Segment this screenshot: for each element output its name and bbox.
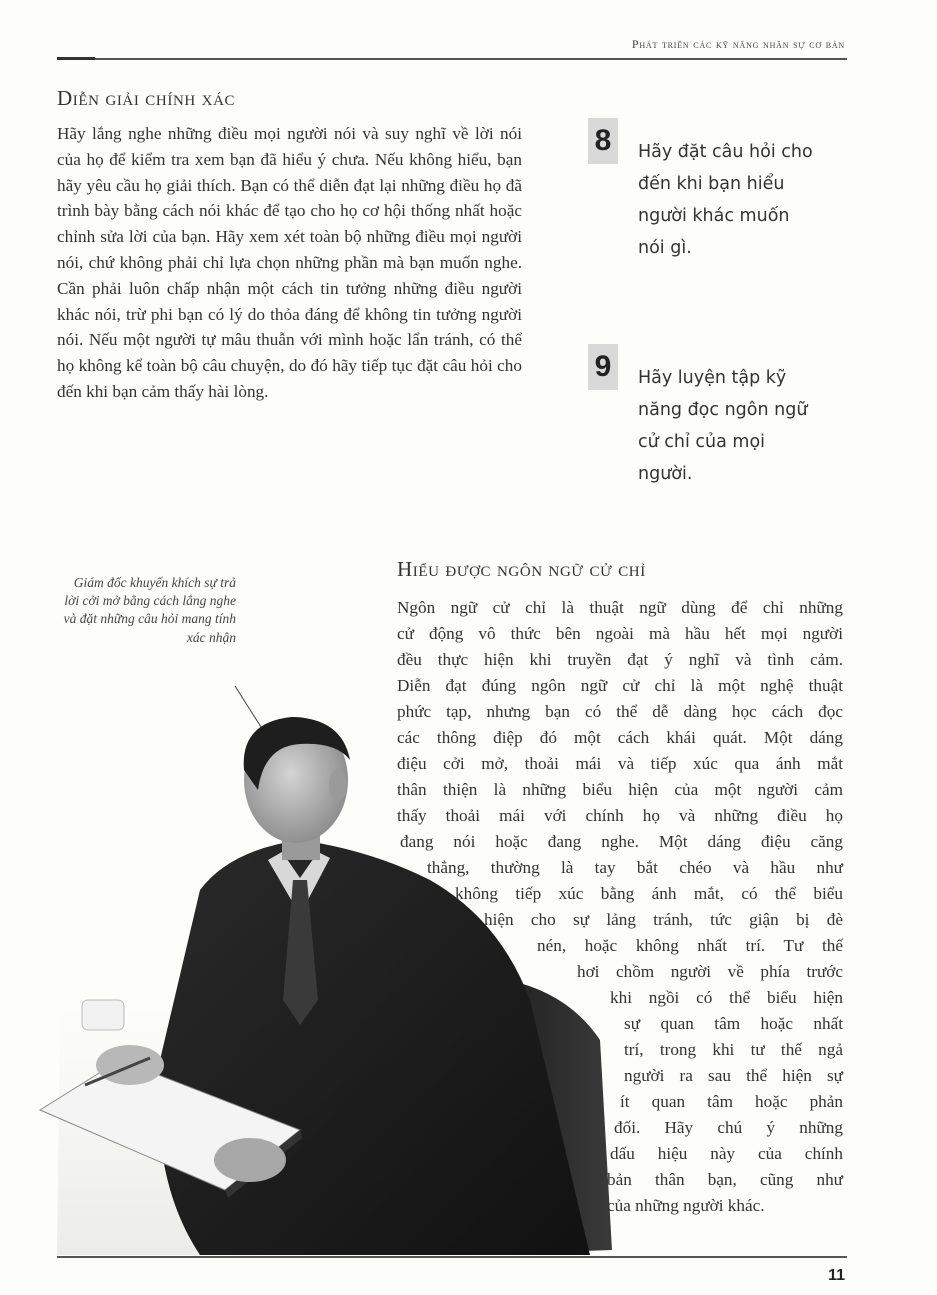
body-line: dấu hiệu này của chính	[610, 1144, 843, 1163]
section-body-interpret: Hãy lắng nghe những điều mọi người nói và suy nghĩ về lời nói của họ để kiểm tra xem bạn đã hiểu ý chưa. Nếu không hiểu, bạn hãy yêu cầu họ giải thích. Bạn có thể diễn đạt lại những điều họ đã trình bày bằng cách nói khác để tạo cho họ cơ hội thống nhất hoặc chỉnh sửa lời của bạn. Hãy xem xét toàn bộ những điều mọi người nói, chứ không phải chỉ lựa chọn những phần mà bạn muốn nghe. Cần phải luôn chấp nhận một cách tin tưởng những điều người khác nói, trừ phi bạn có lý do thỏa đáng để không tin tưởng người nói. Nếu một người tự mâu thuẫn với mình hoặc lẩn tránh, có thể họ không kể toàn bộ câu chuyện, do đó hãy tiếp tục đặt câu hỏi cho đến khi bạn cảm thấy hài lòng.	[57, 124, 522, 401]
body-line: thẳng, thường là tay bắt chéo và hầu như	[427, 858, 843, 877]
body-line: các thông điệp đó một cách khái quát. Một dáng	[397, 728, 843, 747]
body-line: thấy thoải mái với chính họ và những điều họ	[397, 806, 843, 825]
body-line: hiện cho sự lảng tránh, tức giận bị đè	[484, 910, 843, 929]
body-line: nén, hoặc không nhất trí. Tư thế	[537, 936, 843, 955]
body-line: không tiếp xúc bằng ánh mắt, có thể biểu	[455, 884, 843, 903]
body-line: đang nói hoặc đang nghe. Một dáng điệu căng	[400, 832, 843, 851]
tip-text: Hãy luyện tập kỹ năng đọc ngôn ngữ cử chỉ của mọi người.	[638, 368, 808, 484]
body-line: trí, trong khi tư thế ngả	[624, 1040, 843, 1059]
section-heading-interpret: Diễn giải chính xác	[57, 86, 236, 110]
body-line: đều thực hiện khi truyền đạt ý nghĩ và tình cảm.	[397, 650, 843, 669]
body-line: khi ngồi có thể biểu hiện	[610, 988, 843, 1007]
tip-text: Hãy đặt câu hỏi cho đến khi bạn hiểu người khác muốn nói gì.	[638, 142, 813, 258]
body-line: thân thiện là những biểu hiện của một người cảm	[397, 780, 843, 799]
photo-caption: Giám đốc khuyến khích sự trả lời cởi mở bằng cách lắng nghe và đặt những câu hỏi mang tính xác nhận	[63, 575, 236, 645]
body-line: sự quan tâm hoặc nhất	[624, 1014, 843, 1033]
body-line: của những người khác.	[607, 1196, 765, 1215]
body-line: bản thân bạn, cũng như	[607, 1170, 843, 1189]
page-number: 11	[828, 1267, 845, 1284]
section-heading-body-language: Hiểu được ngôn ngữ cử chỉ	[397, 557, 646, 581]
body-line: phức tạp, nhưng bạn có thể dễ dàng học cách đọc	[397, 702, 843, 721]
body-line: hơi chồm người về phía trước	[577, 962, 843, 981]
running-header: Phát triển các kỹ năng nhân sự cơ bản	[631, 37, 845, 51]
body-line: người ra sau thể hiện sự	[624, 1066, 843, 1085]
body-line: Diễn đạt đúng ngôn ngữ cử chỉ là một nghệ thuật	[397, 676, 843, 695]
body-line: cử động vô thức bên ngoài mà hầu hết mọi người	[397, 624, 843, 643]
body-line: đối. Hãy chú ý những	[614, 1118, 843, 1137]
footer-rule	[57, 1256, 847, 1258]
body-line: ít quan tâm hoặc phản	[620, 1092, 843, 1111]
tip-number-badge: 9	[588, 344, 618, 390]
body-line: điệu cởi mở, thoải mái và tiếp xúc qua ánh mắt	[397, 754, 843, 773]
tip-number-badge: 8	[588, 118, 618, 164]
body-line: Ngôn ngữ cử chỉ là thuật ngữ dùng để chỉ những	[397, 598, 843, 617]
